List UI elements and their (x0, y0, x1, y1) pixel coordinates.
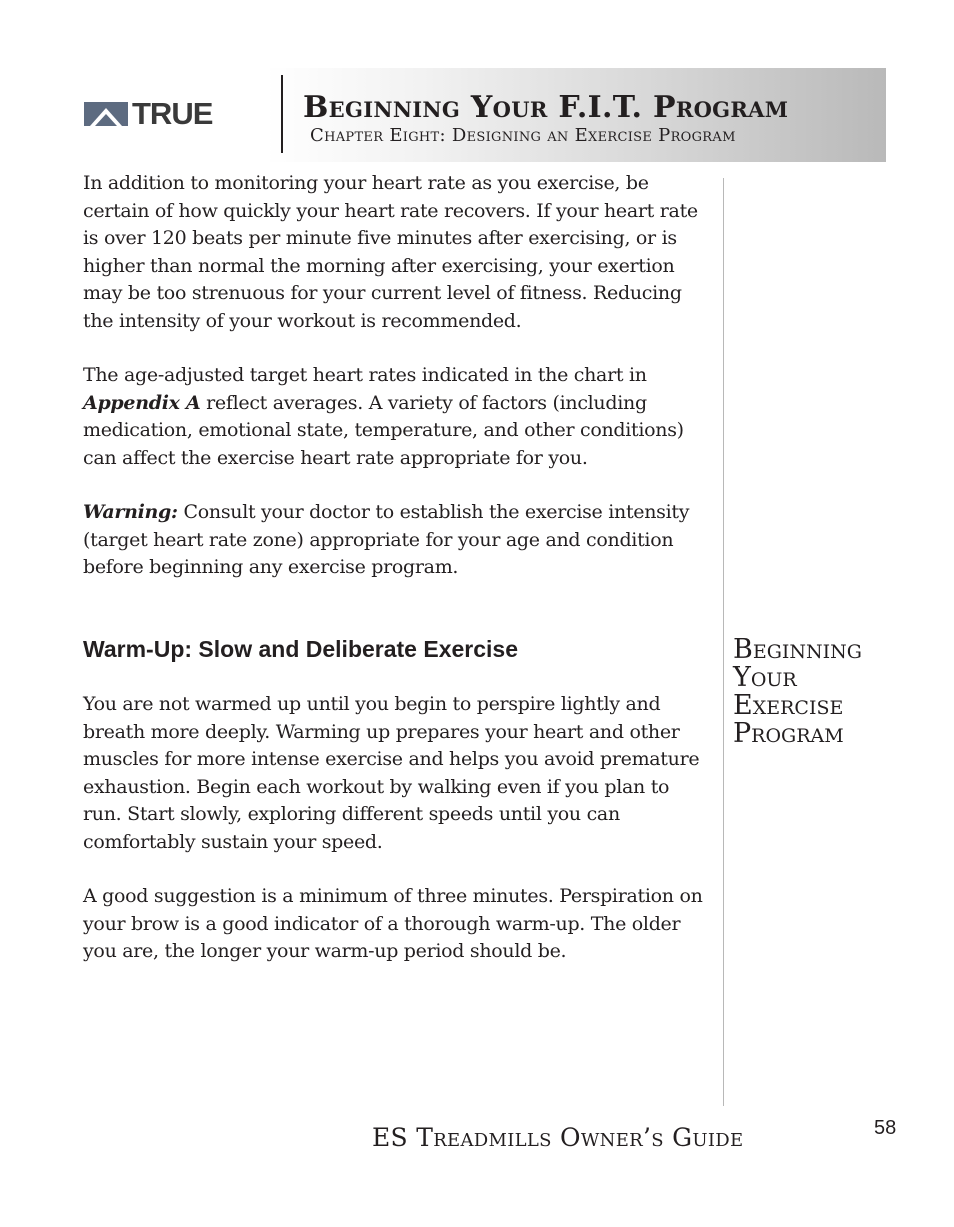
main-content (83, 170, 713, 582)
sidebar-section-title (733, 636, 933, 748)
warning-paragraph (83, 499, 713, 582)
brand-logo-text: TRUE (132, 96, 213, 131)
target-heart-rate-paragraph (83, 362, 713, 472)
sidebar-divider (723, 178, 724, 1106)
page-title: Beginning Your F.I.T. Program (303, 90, 789, 125)
heart-rate-recovery-paragraph: In addition to monitoring your heart rate as you exercise, be certain of how quickly your heart rate recovers. If your heart rate is over 120 beats per minute five minutes after exercising, or is higher than normal the morning after exercising, your exertion may be too strenuous for your current level of fitness. Reducing the intensity of your workout is recommended. (83, 172, 698, 332)
warmup-paragraph-2: A good suggestion is a minimum of three minutes. Perspiration on your brow is a good indicator of a thorough warm-up. The older you are, the longer your warm-up period should be. (83, 885, 703, 962)
warning-text: Consult your doctor to establish the exercise intensity (target heart rate zone) appropriate for your age and condition before beginning any exercise program. (83, 501, 690, 578)
warmup-heading: Warm-Up: Slow and Deliberate Exercise (83, 636, 519, 662)
warmup-paragraph-1: You are not warmed up until you begin to perspire lightly and breath more deeply. Warming up prepares your heart and other muscles for more intense exercise and helps you avoid premature exhaustion. Begin each workout by walking even if you plan to run. Start slowly, exploring different speeds until you can comfortably sustain your speed. (83, 693, 700, 853)
page-number: 58 (874, 1117, 897, 1139)
sidebar-title-line: Beginning (733, 634, 862, 665)
sidebar-title-line: Program (733, 718, 844, 749)
warning-label: Warning: (83, 501, 178, 523)
appendix-a-reference: Appendix A (83, 391, 201, 414)
header-divider (281, 75, 283, 153)
warmup-section (83, 691, 713, 966)
para2-rest: reflect averages. A variety of factors (including medication, emotional state, temperature, and other conditions) can affect the exercise heart rate appropriate for you. (83, 391, 684, 469)
sidebar-title-line: Exercise (733, 690, 844, 721)
chapter-subtitle: Chapter Eight: Designing an Exercise Program (310, 125, 736, 146)
footer-guide-title: ES Treadmills Owner’s Guide (372, 1123, 744, 1152)
sidebar-title-line: Your (733, 662, 797, 693)
para2-lead: The age-adjusted target heart rates indicated in the chart in (83, 364, 647, 386)
